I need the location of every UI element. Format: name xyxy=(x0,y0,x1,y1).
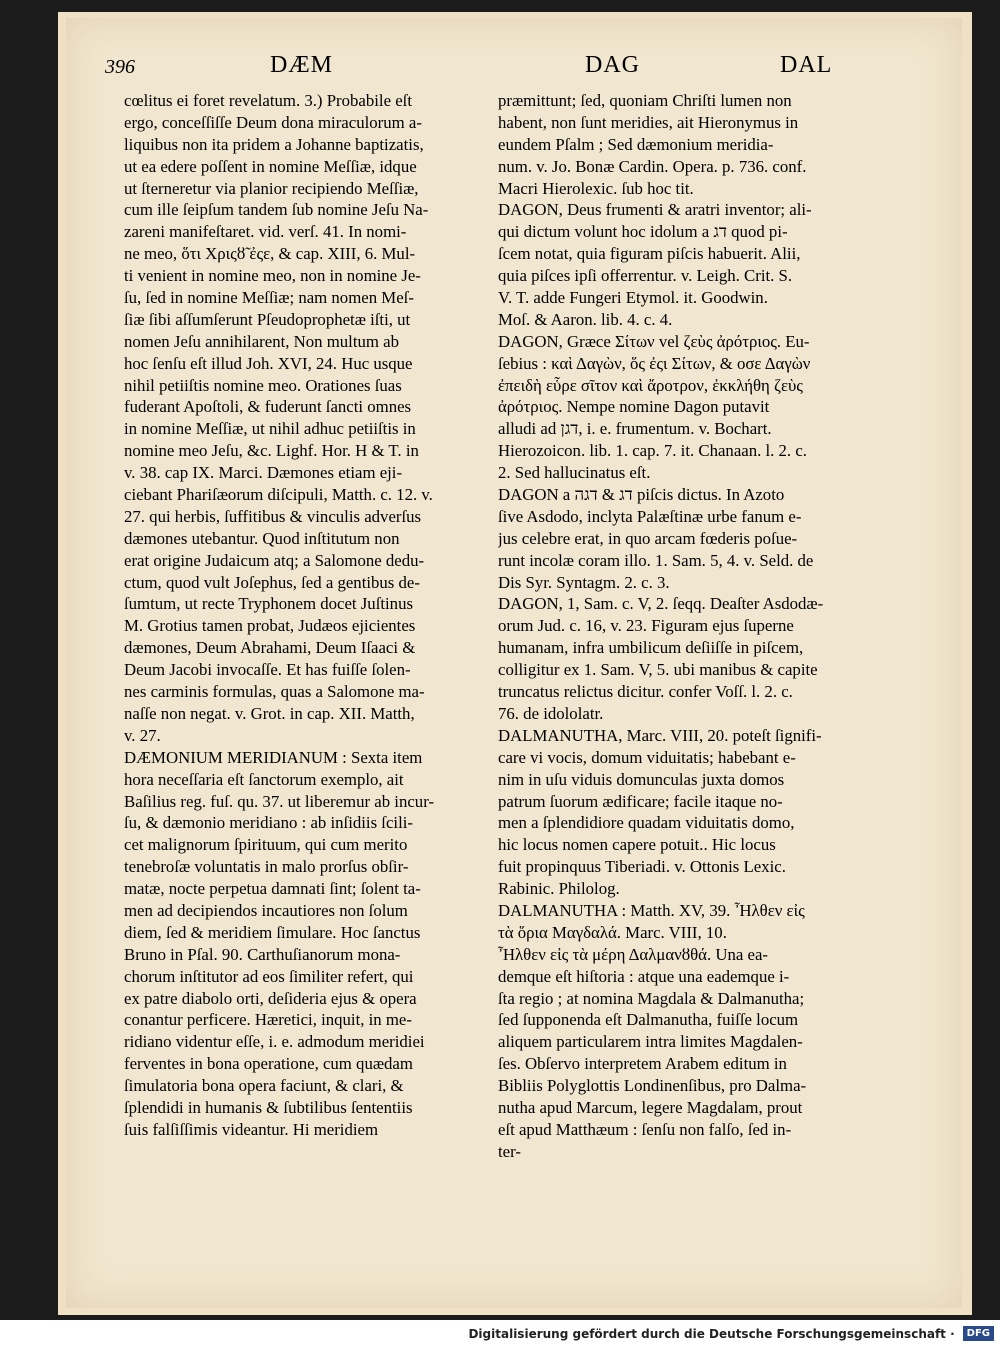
text-line: ter- xyxy=(498,1141,521,1161)
text-line: 2. Sed hallucinatus eſt. xyxy=(498,463,651,483)
text-line: ut ſterneretur via planior recipiendo Meſſiæ, xyxy=(124,178,419,198)
text-line: jus celebre erat, in quo arcam fœderis poſue- xyxy=(498,528,798,548)
text-line: runt incolæ coram illo. 1. Sam. 5, 4. v. Seld. de xyxy=(498,550,814,570)
text-line: diem, ſed & meridiem ſimulare. Hoc ſanctus xyxy=(124,922,421,942)
text-line: DALMANUTHA, Marc. VIII, 20. poteſt ſignifi- xyxy=(498,725,822,745)
text-line: hoc ſenſu eſt illud Joh. XVI, 24. Huc usque xyxy=(124,353,413,373)
text-line: matæ, nocte perpetua damnati ſint; ſolent ta- xyxy=(124,879,421,899)
text-line: ſive Asdodo, inclyta Palæſtinæ urbe fanum e- xyxy=(498,506,802,526)
text-line: ἐπειδὴ εὗρε σῖτον καὶ ἄροτρον, ἐκκλήθη ζεὺς xyxy=(498,375,803,395)
text-line: cœlitus ei foret revelatum. 3.) Probabile eſt xyxy=(124,91,412,110)
text-line: humanam, infra umbilicum deſiiſſe in piſcem, xyxy=(498,638,804,658)
text-line: ſu, & dæmonio meridiano : ab inſidiis ſcili- xyxy=(124,813,413,833)
text-line: aliquem particularem intra limites Magdalen- xyxy=(498,1032,803,1052)
text-line: v. 27. xyxy=(124,725,161,745)
text-line: ſes. Obſervo interpretem Arabem editum in xyxy=(498,1054,787,1074)
left-text-column xyxy=(124,90,552,1141)
text-line: Macri Hierolexic. ſub hoc tit. xyxy=(498,178,694,198)
text-line: τὰ ὅρια Μαγδαλά. Marc. VIII, 10. xyxy=(498,922,727,942)
text-line: patrum ſuorum ædificare; facile itaque no- xyxy=(498,791,783,811)
text-line: tenebroſæ voluntatis in malo prorſus obſir- xyxy=(124,857,409,877)
running-head-middle: DAG xyxy=(585,52,640,78)
text-line: ſumtum, ut recte Tryphonem docet Juſtinus xyxy=(124,594,413,614)
text-line: ſcem notat, quia figuram piſcis habuerit. Alii, xyxy=(498,244,801,264)
text-line: habent, non ſunt meridies, ait Hieronymus in xyxy=(498,112,799,132)
text-line: nomen Jeſu annihilarent, Non multum ab xyxy=(124,331,399,351)
text-line: fuderant Apoſtoli, & fuderunt ſancti omnes xyxy=(124,397,412,417)
text-line: qui dictum volunt hoc idolum a דג quod pi- xyxy=(498,222,788,242)
text-line: DAGON, Deus frumenti & aratri inventor; ali- xyxy=(498,200,812,220)
text-line: Deum Jacobi invocaſſe. Et has fuiſſe ſolen- xyxy=(124,660,411,680)
text-line: Ἦλθεν εἰς τὰ μέρη Δαλμανȣθά. Una ea- xyxy=(498,944,768,964)
text-line: chorum inſtitutor ad eos ſimiliter refert, qui xyxy=(124,966,414,986)
text-line: num. v. Jo. Bonæ Cardin. Opera. p. 736. conf. xyxy=(498,156,807,176)
text-line: zareni manifeſtaret. vid. verſ. 41. In nomi- xyxy=(124,222,407,242)
text-line: ctum, quod vult Joſephus, ſed a gentibus de- xyxy=(124,572,420,592)
text-line: orum Jud. c. 16, v. 23. Figuram ejus ſuperne xyxy=(498,616,794,636)
footer-bar xyxy=(0,1320,1000,1347)
text-line: men ad decipiendos incautiores non ſolum xyxy=(124,900,408,920)
text-line: 27. qui herbis, ſuffitibus & vinculis adverſus xyxy=(124,506,422,526)
running-head-right: DAL xyxy=(780,52,833,78)
text-line: ferventes in bona operatione, cum quædam xyxy=(124,1054,413,1074)
text-line: in nomine Meſſiæ, ut nihil adhuc petiiſtis in xyxy=(124,419,416,439)
text-line: ſplendidi in humanis & ſubtilibus ſententiis xyxy=(124,1097,413,1117)
text-line: men a ſplendidiore quadam viduitatis domo, xyxy=(498,813,795,833)
text-line: ἀρότριος. Nempe nomine Dagon putavit xyxy=(498,397,770,417)
text-line: ciebant Phariſæorum diſcipuli, Matth. c. 12. v. xyxy=(124,485,433,505)
text-line: ex patre diabolo orti, deſideria ejus & opera xyxy=(124,988,417,1008)
text-line: DAGON, Græce Σίτων vel ζεὺς ἀρότριος. Eu- xyxy=(498,331,810,351)
text-line: DÆMONIUM MERIDIANUM : Sexta item xyxy=(124,747,423,767)
text-line: dæmones, Deum Abrahami, Deum Iſaaci & xyxy=(124,638,416,658)
text-line: v. 38. cap IX. Marci. Dæmones etiam eji- xyxy=(124,463,403,483)
text-line: ſta regio ; at nomina Magdala & Dalmanutha; xyxy=(498,988,805,1008)
text-line: Hierozoicon. lib. 1. cap. 7. it. Chanaan. l. 2. c. xyxy=(498,441,807,461)
text-line: Bruno in Pſal. 90. Carthuſianorum mona- xyxy=(124,944,401,964)
text-line: V. T. adde Fungeri Etymol. it. Goodwin. xyxy=(498,288,768,308)
text-line: ti venient in nomine meo, non in nomine Je- xyxy=(124,266,421,286)
text-line: care vi vocis, domum viduitatis; habebant e- xyxy=(498,747,796,767)
text-line: alludi ad דגן, i. e. frumentum. v. Bochart. xyxy=(498,419,772,439)
text-line: ridiano videntur eſſe, i. e. admodum meridiei xyxy=(124,1032,425,1052)
text-line: 76. de idololatr. xyxy=(498,703,604,723)
text-line: ſimulatoria bona opera faciunt, & clari, & xyxy=(124,1076,404,1096)
text-line: nim in uſu viduis domunculas juxta domos xyxy=(498,769,785,789)
text-line: ſed ſupponenda eſt Dalmanutha, fuiſſe locum xyxy=(498,1010,799,1030)
text-line: ſebius : καὶ Δαγὼν, ὅς ἐςι Σίτων, & οσε Δαγὼν xyxy=(498,353,811,373)
text-line: demque eſt hiſtoria : atque una eademque i- xyxy=(498,966,790,986)
text-line: ſuis falſiſſimis videantur. Hi meridiem xyxy=(124,1119,379,1139)
text-line: Moſ. & Aaron. lib. 4. c. 4. xyxy=(498,309,673,329)
page-number: 396 xyxy=(105,56,135,78)
text-line: fuit propinquus Tiberiadi. v. Ottonis Lexic. xyxy=(498,857,786,877)
footer-credit: Digitalisierung gefördert durch die Deutsche Forschungsgemeinschaft · xyxy=(468,1326,955,1341)
text-line: conantur perficere. Hæretici, inquit, in me- xyxy=(124,1010,412,1030)
text-line: DAGON, 1, Sam. c. V, 2. ſeqq. Deaſter Asdodæ- xyxy=(498,594,824,614)
text-line: erat origine Judaicum atq; a Salomone dedu- xyxy=(124,550,425,570)
text-line: ergo, conceſſiſſe Deum dona miraculorum a- xyxy=(124,112,422,132)
text-line: eſt apud Matthæum : ſenſu non falſo, ſed in- xyxy=(498,1119,792,1139)
text-line: DALMANUTHA : Matth. XV, 39. Ἦλθεν εἰς xyxy=(498,900,805,920)
text-line: colligitur ex 1. Sam. V, 5. ubi manibus & capite xyxy=(498,660,818,680)
text-line: dæmones utebantur. Quod inſtitutum non xyxy=(124,528,400,548)
dfg-logo: DFG xyxy=(963,1326,994,1341)
text-line: ne meo, ὅτι Χριςȣ̃ ἐςε, & cap. XIII, 6. Mul- xyxy=(124,244,416,264)
text-line: nutha apud Marcum, legere Magdalam, prout xyxy=(498,1097,803,1117)
text-line: eundem Pſalm ; Sed dæmonium meridia- xyxy=(498,134,774,154)
text-line: truncatus relictus dicitur. confer Voſſ. l. 2. c. xyxy=(498,682,793,702)
text-line: liquibus non ita pridem a Johanne baptizatis, xyxy=(124,134,424,154)
right-text-column xyxy=(498,90,898,1163)
text-line: quia piſces ipſi offerrentur. v. Leigh. Crit. S. xyxy=(498,266,793,286)
text-line: cum ille ſeipſum tandem ſub nomine Jeſu Na- xyxy=(124,200,429,220)
text-line: Bibliis Polyglottis Londinenſibus, pro Dalma- xyxy=(498,1076,807,1096)
text-line: M. Grotius tamen probat, Judæos ejicientes xyxy=(124,616,416,636)
text-line: nihil petiiſtis nomine meo. Orationes ſuas xyxy=(124,375,402,395)
text-line: præmittunt; ſed, quoniam Chriſti lumen non xyxy=(498,91,792,110)
text-line: ut ea edere poſſent in nomine Meſſiæ, idque xyxy=(124,156,417,176)
text-line: nes carminis formulas, quas a Salomone ma- xyxy=(124,682,425,702)
text-line: Dis Syr. Syntagm. 2. c. 3. xyxy=(498,572,670,592)
text-line: cet malignorum ſpirituum, qui cum merito xyxy=(124,835,408,855)
text-line: hora neceſſaria eſt ſanctorum exemplo, ait xyxy=(124,769,404,789)
text-line: ſu, ſed in nomine Meſſiæ; nam nomen Meſ- xyxy=(124,288,414,308)
text-line: DAGON a דג & דגה piſcis dictus. In Azoto xyxy=(498,485,785,505)
text-line: ſiæ ſibi aſſumſerunt Pſeudoprophetæ iſti, ut xyxy=(124,309,411,329)
text-line: naſſe non negat. v. Grot. in cap. XII. Matth, xyxy=(124,703,415,723)
text-line: nomine meo Jeſu, &c. Lighf. Hor. H & T. in xyxy=(124,441,419,461)
text-line: Baſilius reg. fuſ. qu. 37. ut liberemur ab incur- xyxy=(124,791,435,811)
text-line: hic locus nomen capere potuit.. Hic locus xyxy=(498,835,776,855)
running-head-left: DÆM xyxy=(270,52,334,78)
text-line: Rabinic. Philolog. xyxy=(498,879,620,899)
